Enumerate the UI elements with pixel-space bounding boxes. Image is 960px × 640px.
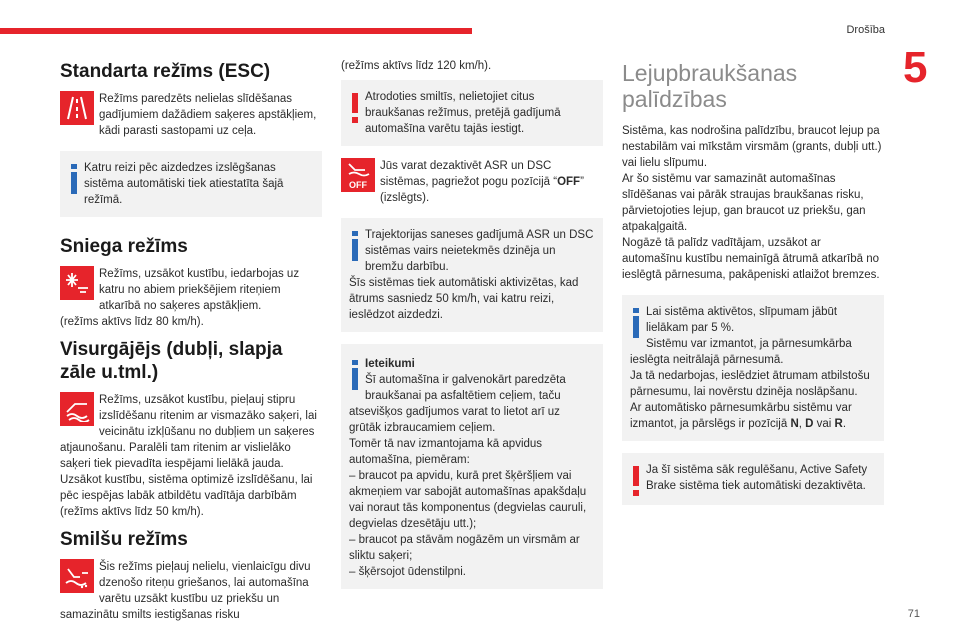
off-text: Jūs varat dezaktivēt ASR un DSC sistēmas, pagriežot pogu pozīcijā “OFF” (izslēgts). (380, 160, 584, 204)
road-icon (60, 91, 94, 125)
snow-range: (režīms aktīvs līdz 80 km/h). (60, 316, 204, 328)
esc-text: Režīms paredzēts nelielas slīdēšanas gadījumiem dažādiem saķeres apstākļiem, kādi parasti sastopami uz ceļa. (99, 93, 317, 137)
column-1 (60, 60, 322, 635)
warning-icon (349, 93, 361, 123)
esc-info-note (60, 151, 322, 217)
snow-heading: Sniega režīms (60, 236, 188, 257)
chapter-number: 5 (903, 43, 928, 92)
trajectory-info-note (341, 218, 603, 332)
advice-title: Ieteikumi (365, 358, 415, 370)
sand-block (60, 559, 322, 623)
advice-line-5: – šķērsojot ūdenstilpni. (349, 566, 466, 578)
hill-descent-warning-text: Ja šī sistēma sāk regulēšanu, Active Safety Brake sistēma tiek automātiski dezaktivēta. (646, 464, 868, 492)
mud-block (60, 392, 322, 520)
hill-descent-info-text: Lai sistēma aktivētos, slīpumam jābūt lielākam par 5 %. Sistēmu var izmantot, ja pārnesumkārba ieslēgta neitrālajā pārnesumā. Ja tā nedarbojas, ieslēdziet ātrumam atbilstošu pārnesumu, lai novērstu dzinēja noslāpšanu. Ar automātisko pārnesumkārbu sistēmu var izmantot, ja pārslēgs ir pozīcijā N, D vai R. (630, 306, 870, 430)
mud-range: (režīms aktīvs līdz 50 km/h). (60, 506, 204, 518)
advice-line-4: – braucot pa stāvām nogāzēm un virsmām ar sliktu saķeri; (349, 534, 580, 562)
info-icon (349, 360, 361, 390)
sand-range: (režīms aktīvs līdz 120 km/h). (341, 60, 492, 72)
sand-warning-note (341, 80, 603, 146)
off-switch-icon (341, 158, 375, 192)
esc-info-text: Katru reizi pēc aizdedzes izslēgšanas sistēma automātiski tiek atiestatīta šajā režīmā. (84, 162, 284, 206)
mud-heading: Visurgājējs (dubļi, slapja zāle u.tml.) (60, 339, 283, 383)
section-name: Drošība (846, 24, 885, 36)
off-block (341, 158, 603, 206)
sand-icon (60, 559, 94, 593)
hill-descent-info-note (622, 295, 884, 441)
hill-descent-text: Sistēma, kas nodrošina palīdzību, braucot lejup pa nestabilām vai mīkstām virsmām (grants, dubļi utt.) vai lielu slīpumu. Ar šo sistēmu var samazināt automašīnas slīdēšanas vai pārāk straujas braukšanas risku, pārvietojoties lejup, gan braucot uz priekšu, gan atpakaļgaitā. Nogāzē tā palīdz vadītājam, uzsākot ar automašīnu kustību nemainīgā ātrumā atkarībā no ieslēgtā pārnesuma, pakāpeniski atlaižot bremzes. (622, 125, 882, 281)
sand-warning-text: Atrodoties smiltīs, nelietojiet citus braukšanas režīmus, pretējā gadījumā automašīna varētu tajās iestigt. (365, 91, 561, 135)
sand-heading: Smilšu režīms (60, 529, 188, 550)
hill-descent-warning-note (622, 453, 884, 505)
trajectory-info-text: Trajektorijas saneses gadījumā ASR un DSC sistēmas vairs neietekmēs dzinēja un bremžu darbību. (365, 229, 594, 273)
info-icon (68, 164, 80, 194)
snow-text: Režīms, uzsākot kustību, iedarbojas uz katru no abiem priekšējiem riteņiem atkarībā no saķeres apstākļiem. (99, 268, 300, 312)
info-icon (630, 308, 642, 338)
advice-line-2: Tomēr tā nav izmantojama kā apvidus automašīna, piemēram: (349, 438, 543, 466)
off-icon-label: OFF (349, 180, 367, 190)
advice-note (341, 344, 603, 589)
hill-descent-heading: Lejupbraukšanas palīdzības (622, 60, 798, 112)
header-accent-bar (0, 28, 472, 34)
mud-icon (60, 392, 94, 426)
warning-icon (630, 466, 642, 496)
column-2 (341, 58, 603, 601)
column-3 (622, 60, 884, 517)
snowflake-icon (60, 266, 94, 300)
sand-text: Šis režīms pieļauj nelielu, vienlaicīgu divu dzenošo riteņu griešanos, lai automašīna varētu uzsākt kustību uz priekšu un samazinātu smilts iestigšanas risku (60, 561, 311, 621)
esc-block (60, 91, 322, 139)
page-number: 71 (907, 608, 920, 620)
advice-line-3: – braucot pa apvidu, kurā pret šķēršļiem vai akmeņiem var sabojāt automašīnas apakšdaļu vai noraut tās komponentus (degvielas cauruli, degvielas dzesētāju utt.); (349, 470, 587, 530)
advice-line-1: Šī automašīna ir galvenokārt paredzēta braukšanai pa asfaltētiem ceļiem, taču atsevišķos gadījumos varat to lietot arī uz grūtāk izbraucamiem ceļiem. (349, 374, 566, 434)
snow-block (60, 266, 322, 330)
reactivation-info-text: Šīs sistēmas tiek automātiski aktivizētas, kad ātrums sasniedz 50 km/h, vai katru reizi, ieslēdzot aizdedzi. (349, 277, 579, 321)
mud-text: Režīms, uzsākot kustību, pieļauj stipru izslīdēšanu ritenim ar vismazāko saķeri, lai veicinātu izkļūšanu no dubļiem un saķeres atjaunošanu. Paralēli tam ritenim ar vislielāko saķeri tiek pievadīta iespējami lielākā jauda. Uzsākot kustību, sistēma optimizē izslīdēšanu, lai pēc iespējas labāk atbildētu vadītāja darbībām (60, 394, 317, 502)
esc-heading: Standarta režīms (ESC) (60, 61, 271, 82)
info-icon (349, 231, 361, 261)
